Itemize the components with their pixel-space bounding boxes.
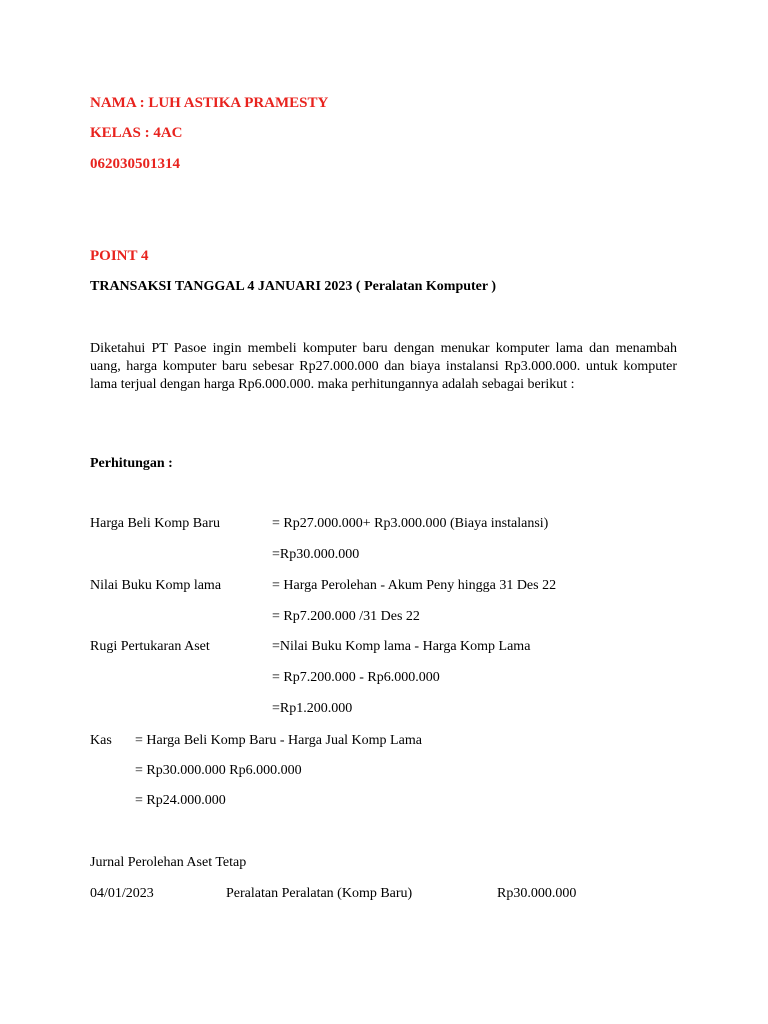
calc-label-nilai-buku: Nilai Buku Komp lama [90, 578, 222, 593]
journal-account: Peralatan Peralatan (Komp Baru) [226, 886, 413, 901]
student-name: NAMA : LUH ASTIKA PRAMESTY [90, 95, 329, 111]
point-heading: POINT 4 [90, 248, 149, 264]
calc-line: =Nilai Buku Komp lama - Harga Komp Lama [272, 639, 531, 654]
calc-label-harga-beli: Harga Beli Komp Baru [90, 516, 220, 531]
student-class: KELAS : 4AC [90, 125, 183, 141]
student-id: 062030501314 [90, 156, 180, 172]
transaction-title: TRANSAKSI TANGGAL 4 JANUARI 2023 ( Peralatan Komputer ) [90, 279, 497, 294]
calc-line: = Rp7.200.000 - Rp6.000.000 [272, 670, 440, 685]
journal-title: Jurnal Perolehan Aset Tetap [90, 855, 247, 870]
calc-label-rugi-pertukaran: Rugi Pertukaran Aset [90, 639, 210, 654]
intro-paragraph: Diketahui PT Pasoe ingin membeli komputer baru dengan menukar komputer lama dan menambah uang, harga komputer baru sebesar Rp27.000.000 dan biaya instalansi Rp3.000.000. untuk komputer lama terjual dengan harga Rp6.000.000. maka perhitungannya adalah sebagai berikut : [90, 341, 677, 392]
kas-label: Kas [90, 733, 112, 748]
calc-line: = Rp7.200.000 /31 Des 22 [272, 609, 420, 624]
kas-line: = Harga Beli Komp Baru - Harga Jual Komp Lama [135, 733, 422, 748]
calc-line: =Rp30.000.000 [272, 547, 360, 562]
journal-amount: Rp30.000.000 [497, 886, 577, 901]
kas-line: = Rp30.000.000 Rp6.000.000 [135, 763, 302, 778]
journal-date: 04/01/2023 [90, 886, 154, 901]
kas-line: = Rp24.000.000 [135, 793, 226, 808]
calc-line: =Rp1.200.000 [272, 701, 353, 716]
calc-line: = Rp27.000.000+ Rp3.000.000 (Biaya instalansi) [272, 516, 549, 531]
calculation-heading: Perhitungan : [90, 456, 173, 471]
calc-line: = Harga Perolehan - Akum Peny hingga 31 Des 22 [272, 578, 557, 593]
